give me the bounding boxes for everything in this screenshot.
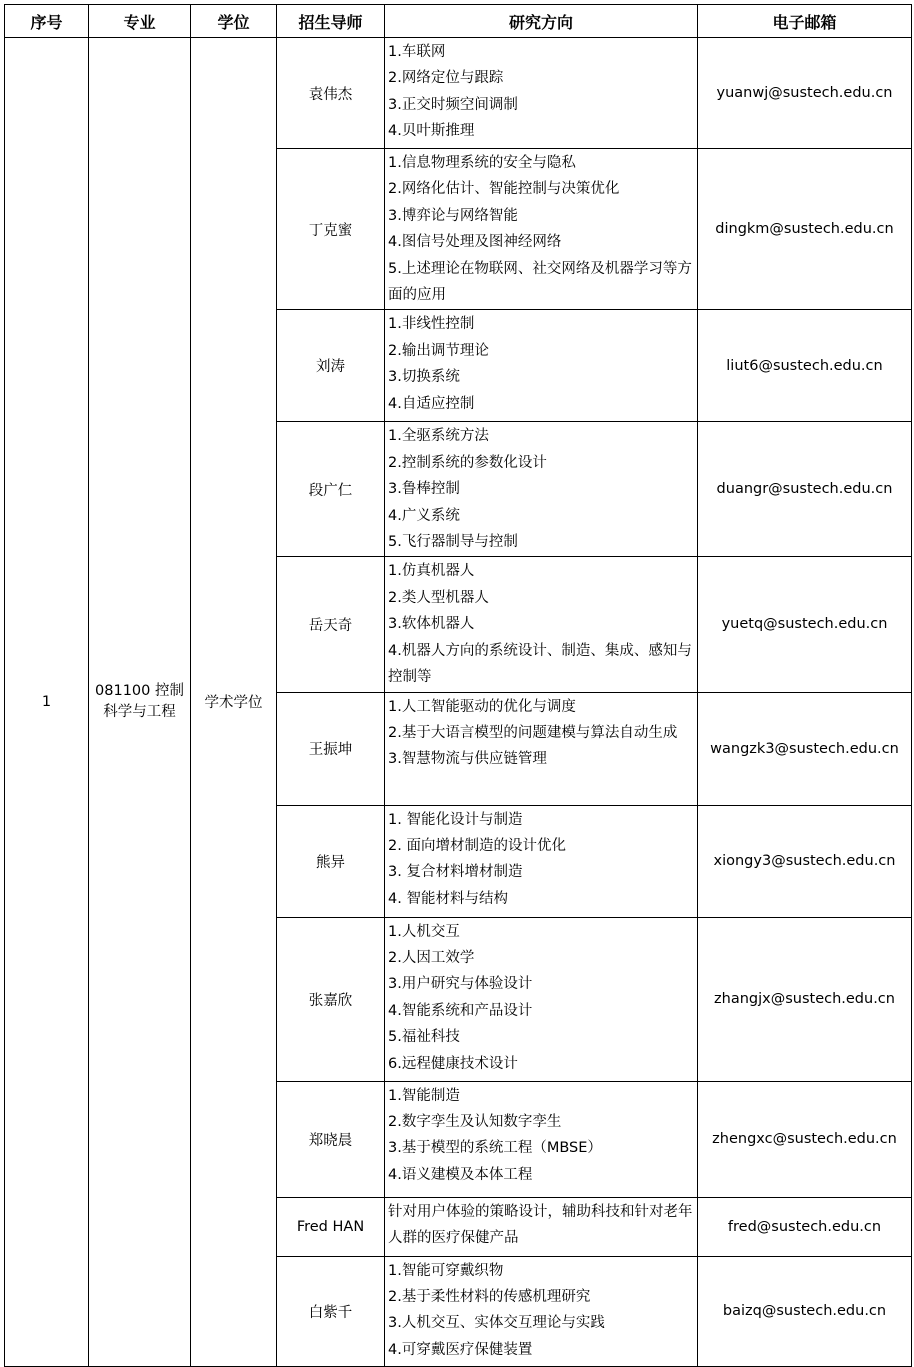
advisor-cell: 岳天奇 <box>277 557 385 692</box>
research-item: 1.非线性控制 <box>388 316 475 333</box>
advisor-cell: 丁克蜜 <box>277 149 385 310</box>
research-item: 1.信息物理系统的安全与隐私 <box>388 155 576 171</box>
advisor-cell: 袁伟杰 <box>277 38 385 149</box>
research-item: 2.类人型机器人 <box>388 589 489 606</box>
advisor-cell: 熊异 <box>277 805 385 917</box>
research-cell <box>385 149 698 310</box>
research-item: 3.智慧物流与供应链管理 <box>388 751 547 768</box>
research-item: 4. 智能材料与结构 <box>388 890 508 907</box>
research-item: 3.人机交互、实体交互理论与实践 <box>388 1315 605 1332</box>
header-degree: 学位 <box>191 5 277 38</box>
research-cell <box>385 557 698 692</box>
header-email: 电子邮箱 <box>698 5 912 38</box>
research-item: 4.智能系统和产品设计 <box>388 1002 533 1019</box>
research-cell <box>385 917 698 1081</box>
research-item: 2.人因工效学 <box>388 949 475 966</box>
research-item: 2.网络定位与跟踪 <box>388 70 504 87</box>
research-item: 2.数字孪生及认知数字孪生 <box>388 1113 562 1130</box>
research-cell <box>385 1081 698 1197</box>
table-row <box>5 38 912 149</box>
research-item: 3.切换系统 <box>388 369 460 386</box>
major-cell: 081100 控制科学与工程 <box>89 38 191 1367</box>
research-item: 3.正交时频空间调制 <box>388 96 518 113</box>
header-major: 专业 <box>89 5 191 38</box>
research-item: 1. 智能化设计与制造 <box>388 811 523 828</box>
research-item: 3.博弈论与网络智能 <box>388 207 518 224</box>
research-cell <box>385 692 698 805</box>
research-item: 5.福祉科技 <box>388 1029 460 1046</box>
advisor-cell: 张嘉欣 <box>277 917 385 1081</box>
email-cell: yuanwj@sustech.edu.cn <box>698 38 912 149</box>
research-item: 2.控制系统的参数化设计 <box>388 454 547 471</box>
email-cell: baizq@sustech.edu.cn <box>698 1256 912 1366</box>
advisor-cell: 白紫千 <box>277 1256 385 1366</box>
email-cell: liut6@sustech.edu.cn <box>698 310 912 422</box>
research-item: 4.贝叶斯推理 <box>388 123 475 140</box>
research-item: 4.可穿戴医疗保健装置 <box>388 1341 533 1358</box>
research-cell <box>385 805 698 917</box>
research-item: 1.车联网 <box>388 44 446 60</box>
research-item: 1.人机交互 <box>388 923 460 940</box>
email-cell: zhangjx@sustech.edu.cn <box>698 917 912 1081</box>
email-cell: duangr@sustech.edu.cn <box>698 422 912 557</box>
advisor-cell: 王振坤 <box>277 692 385 805</box>
advisor-cell: 郑晓晨 <box>277 1081 385 1197</box>
research-cell <box>385 1256 698 1366</box>
research-item: 4.语义建模及本体工程 <box>388 1166 533 1183</box>
advisor-cell: Fred HAN <box>277 1197 385 1256</box>
research-item: 5.飞行器制导与控制 <box>388 534 518 551</box>
research-item: 针对用户体验的策略设计，辅助科技和针对老年人群的医疗保健产品 <box>388 1203 693 1246</box>
research-item: 2. 面向增材制造的设计优化 <box>388 837 566 854</box>
research-item: 4.图信号处理及图神经网络 <box>388 234 562 251</box>
header-row <box>5 5 912 38</box>
email-cell: zhengxc@sustech.edu.cn <box>698 1081 912 1197</box>
research-item: 2.输出调节理论 <box>388 342 489 359</box>
research-item: 2.网络化估计、智能控制与决策优化 <box>388 181 620 198</box>
research-item: 3.鲁棒控制 <box>388 481 460 498</box>
research-item: 6.远程健康技术设计 <box>388 1055 518 1072</box>
degree-cell: 学术学位 <box>191 38 277 1367</box>
email-cell: dingkm@sustech.edu.cn <box>698 149 912 310</box>
email-cell: yuetq@sustech.edu.cn <box>698 557 912 692</box>
research-item: 3.基于模型的系统工程（MBSE） <box>388 1140 602 1157</box>
advisor-cell: 刘涛 <box>277 310 385 422</box>
research-item: 2.基于柔性材料的传感机理研究 <box>388 1288 591 1305</box>
research-cell <box>385 38 698 149</box>
research-cell <box>385 310 698 422</box>
research-item: 4.广义系统 <box>388 507 460 524</box>
research-item: 5.上述理论在物联网、社交网络及机器学习等方面的应用 <box>388 260 692 304</box>
research-item: 2.基于大语言模型的问题建模与算法自动生成 <box>388 724 678 741</box>
research-item: 3. 复合材料增材制造 <box>388 864 523 881</box>
research-item: 3.用户研究与体验设计 <box>388 976 533 993</box>
email-cell: wangzk3@sustech.edu.cn <box>698 692 912 805</box>
research-item: 3.软体机器人 <box>388 616 475 633</box>
research-item: 1.智能可穿戴织物 <box>388 1262 504 1279</box>
email-cell: xiongy3@sustech.edu.cn <box>698 805 912 917</box>
research-item: 1.智能制造 <box>388 1087 460 1104</box>
header-index: 序号 <box>5 5 89 38</box>
research-item: 1.人工智能驱动的优化与调度 <box>388 698 576 715</box>
index-cell: 1 <box>5 38 89 1367</box>
advisor-cell: 段广仁 <box>277 422 385 557</box>
research-item: 1.仿真机器人 <box>388 563 475 580</box>
header-advisor: 招生导师 <box>277 5 385 38</box>
research-item: 1.全驱系统方法 <box>388 428 489 445</box>
research-cell <box>385 1197 698 1256</box>
advisor-table <box>4 4 912 1367</box>
research-cell <box>385 422 698 557</box>
header-research: 研究方向 <box>385 5 698 38</box>
research-item: 4.自适应控制 <box>388 395 475 412</box>
research-item: 4.机器人方向的系统设计、制造、集成、感知与控制等 <box>388 642 692 686</box>
email-cell: fred@sustech.edu.cn <box>698 1197 912 1256</box>
